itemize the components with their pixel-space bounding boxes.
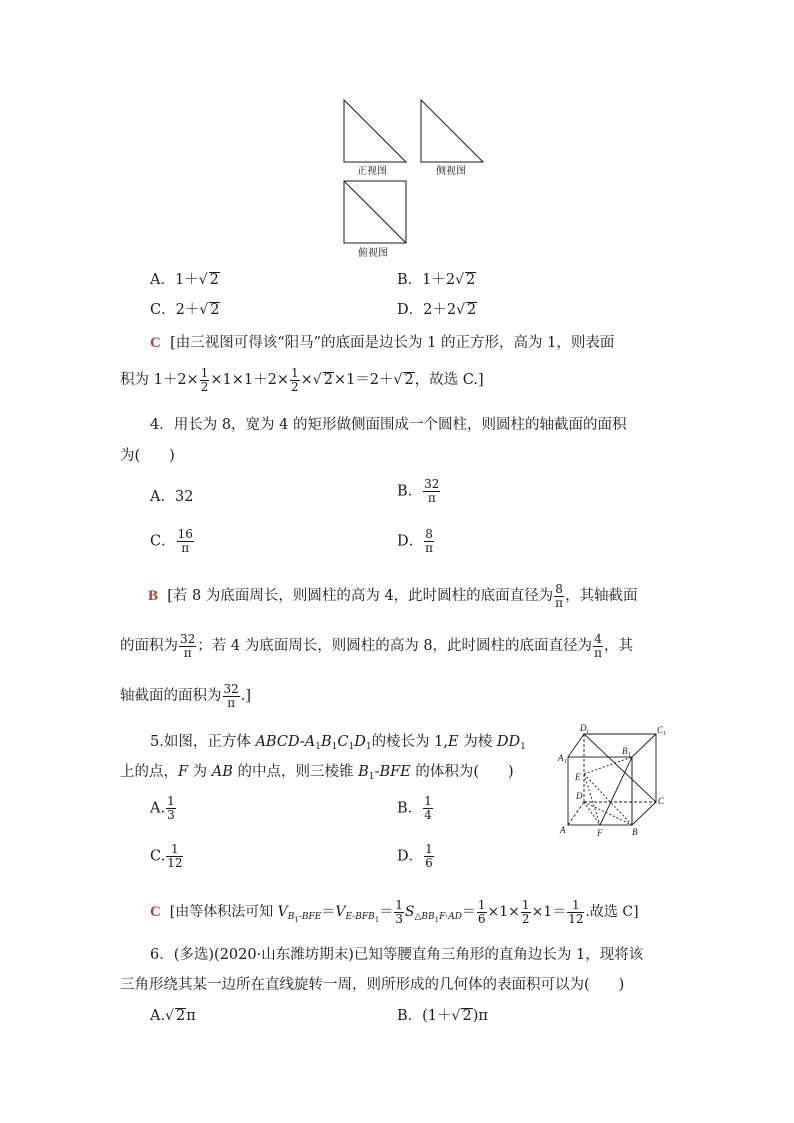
q3-option-c: C．2＋√ 2 [150,302,220,318]
q4-answer-line1: B [若 8 为底面周长，则圆柱的高为 4，此时圆柱的底面直径为 $\frac{8}{\pi}$ ，其轴截面 [148,581,638,610]
label-B1: B [622,746,628,756]
label-B: B [632,827,638,837]
front-view-triangle [344,100,406,162]
q6-option-a: A.√ 2π [150,1008,196,1024]
cube-figure [556,722,676,842]
svg-text:1: 1 [628,752,631,758]
side-view-caption: 侧视图 [436,166,466,177]
q6-stem-line2: 三角形绕其某一边所在直线旋转一周，则所形成的几何体的表面积可以为( ) [120,977,625,993]
q6-option-b: B．(1＋√ 2)π [397,1008,488,1024]
q3-answer-line1: C [由三视图可得该“阳马”的底面是边长为 1 的正方形，高为 1，则表面 [150,335,615,351]
q4-stem-line2: 为( ) [120,448,175,464]
q5-option-b: B． $\frac{1}{4}$ [397,794,432,822]
label-D1: D [580,723,587,733]
svg-text:1: 1 [663,731,666,737]
q3-option-a: A．1＋√ 2 [150,272,219,288]
q5-option-d: D． $\frac{1}{6}$ [397,842,433,870]
q5-option-c: C. $\frac{1}{12}$ [150,842,183,870]
label-C1: C [657,725,664,735]
label-D: D [576,791,583,801]
q4-answer-line3: 轴截面的面积为 $\frac{32}{\pi}$ .] [120,681,252,710]
q3-answer-line2: 积为 1＋2× $\frac{1}{2}$ ×1×1＋2× $\frac{1}{2}$ ×√ 2×1＝2＋√ 2，故选 C.] [120,365,484,394]
q5-stem-line2: 上的点，F 为 AB 的中点，则三棱锥 $B_1$-BFE 的体积为( ) [120,764,514,782]
q4-option-c: C． $\frac{16}{\pi}$ [150,527,193,555]
front-view-caption: 正视图 [357,166,387,177]
q4-answer-line2: 的面积为 $\frac{32}{\pi}$ ；若 4 为底面周长，则圆柱的高为 8，此时圆柱的底面直径为 $\frac{4}{\pi}$ ，其 [120,631,633,660]
label-F: F [597,828,603,838]
q3-option-b: B．1＋2√ 2 [397,272,476,288]
q4-option-d: D． $\frac{8}{\pi}$ [397,527,434,555]
q5-stem-line1: 5.如图，正方体 ABCD-$A_1B_1C_1D_1$的棱长为 1,E 为棱 $DD_1$ [150,734,526,752]
q3-option-d: D．2＋2√ 2 [397,302,477,318]
q4-option-b: B． $\frac{32}{\pi}$ [397,477,440,505]
top-view-caption: 俯视图 [358,248,388,259]
q5-answer-line: C [由等体积法可知 $V_{B_1-BFE}=V_{E-BFB_1}=$ $\frac{1}{3}$ $S_{\triangle BB_1F\cdot AD}=$ $\frac{1}{6}$ ×1× $\frac{1}{2}$ ×1＝ $\frac{1}{12}$ .故选 C] [150,897,639,926]
label-A1: A [558,753,564,763]
top-view-diagonal [344,181,406,243]
svg-text:1: 1 [564,759,567,765]
label-A: A [560,825,566,835]
side-view-triangle [421,100,483,162]
q4-stem-line1: 4．用长为 8，宽为 4 的矩形做侧面围成一个圆柱，则圆柱的轴截面的面积 [150,417,627,433]
label-E: E [575,772,581,782]
q4-option-a: A．32 [150,489,194,505]
answer-letter: C [150,904,161,920]
q6-stem-line1: 6．(多选)(2020·山东潍坊期末)已知等腰直角三角形的直角边长为 1，现将该 [150,947,644,963]
svg-text:1: 1 [586,729,589,735]
three-view-figure [330,95,500,265]
answer-letter: C [150,335,161,351]
label-C: C [658,796,665,806]
answer-letter: B [148,588,159,604]
q5-option-a: A. $\frac{1}{3}$ [150,794,175,822]
